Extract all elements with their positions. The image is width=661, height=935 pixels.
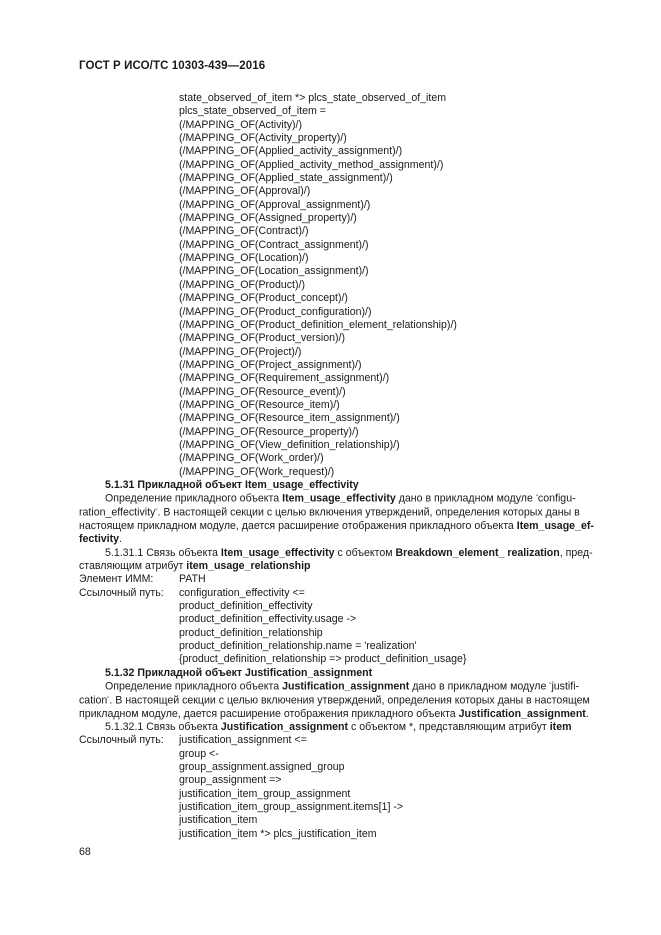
entity-name: Justification_assignment: [220, 721, 349, 734]
paragraph-5-1-32-1: 5.1.32.1 Связь объекта Justification_assignment с объектом *, представляющим атрибут item: [105, 721, 572, 734]
section-heading-5-1-32: 5.1.32 Прикладной объект Justification_assignment: [105, 666, 373, 679]
page-number: 68: [79, 846, 91, 858]
entity-name: Item_usage_effectivity: [282, 492, 396, 505]
attribute-name: item: [549, 721, 572, 734]
code-line: (/MAPPING_OF(Resource_item_assignment)/): [179, 412, 400, 425]
reference-path-line: product_definition_relationship: [179, 626, 323, 639]
reference-path-line: justification_item_group_assignment.items[1] ->: [179, 801, 404, 814]
reference-path-line: justification_assignment <=: [179, 734, 307, 747]
entity-name: Item_usage_ef-: [516, 519, 594, 532]
reference-path-row: [79, 587, 614, 600]
reference-path-line: product_definition_effectivity.usage ->: [179, 613, 357, 626]
section-heading-5-1-31: 5.1.31 Прикладной объект Item_usage_effectivity: [105, 478, 359, 491]
reference-path-line: product_definition_relationship.name = 'realization': [179, 640, 417, 653]
code-line: (/MAPPING_OF(Applied_state_assignment)/): [179, 172, 393, 185]
code-line: (/MAPPING_OF(Assigned_property)/): [179, 212, 357, 225]
code-line: (/MAPPING_OF(Product_version)/): [179, 332, 346, 345]
reference-path-line: justification_item *> plcs_justification_item: [179, 827, 377, 840]
reference-path-label: Ссылочный путь:: [79, 734, 164, 747]
code-line: (/MAPPING_OF(Contract_assignment)/): [179, 238, 369, 251]
page-content: [79, 92, 614, 841]
code-line: (/MAPPING_OF(Product_concept)/): [179, 292, 348, 305]
reference-path-line: {product_definition_relationship => product_definition_usage}: [179, 653, 467, 666]
code-line: (/MAPPING_OF(Location)/): [179, 252, 309, 265]
document-header: ГОСТ Р ИСО/ТС 10303-439—2016: [79, 60, 266, 72]
reference-path-line: group_assignment.assigned_group: [179, 761, 345, 774]
code-line: (/MAPPING_OF(Approval)/): [179, 185, 311, 198]
paragraph-5-1-31-definition: Определение прикладного объекта Item_usage_effectivity дано в прикладном модуле "configu- ration_effectivity". В настоящей секции с целью включения утверждений, определения которых даны в настоящем прикладном модуле, дается расширение отображения прикладного объекта Item_usage_ef- fectivity.: [79, 492, 594, 546]
reference-path-line: configuration_effectivity <=: [179, 586, 305, 599]
reference-path-label: Ссылочный путь:: [79, 586, 164, 599]
code-line: (/MAPPING_OF(Resource_event)/): [179, 385, 346, 398]
reference-path-line: product_definition_effectivity: [179, 600, 313, 612]
entity-name: Justification_assignment: [458, 707, 586, 720]
reference-path-line: justification_item_group_assignment: [179, 787, 351, 800]
code-line: (/MAPPING_OF(Contract)/): [179, 225, 309, 238]
code-line: (/MAPPING_OF(Product)/): [179, 278, 305, 291]
entity-name: Breakdown_element_ realization: [395, 546, 560, 559]
code-line: (/MAPPING_OF(Project_assignment)/): [179, 358, 362, 371]
code-line: (/MAPPING_OF(Location_assignment)/): [179, 265, 369, 278]
aim-element-label: Элемент ИММ:: [79, 573, 154, 586]
code-line: (/MAPPING_OF(Product_configuration)/): [179, 305, 372, 318]
code-line: (/MAPPING_OF(Applied_activity_assignment)/): [179, 145, 403, 158]
code-line: plcs_state_observed_of_item =: [179, 105, 326, 118]
paragraph-5-1-31-1: 5.1.31.1 Связь объекта Item_usage_effectivity с объектом Breakdown_element_ realization, пред- ставляющим атрибут item_usage_relationship: [79, 546, 593, 572]
mapping-block: [79, 92, 614, 479]
aim-element-row: [79, 573, 614, 586]
code-line: (/MAPPING_OF(Approval_assignment)/): [179, 198, 371, 211]
code-line: (/MAPPING_OF(Activity_property)/): [179, 132, 347, 145]
entity-name: Item_usage_effectivity: [220, 546, 335, 559]
code-line: (/MAPPING_OF(Activity)/): [179, 118, 303, 131]
entity-name: fectivity: [79, 533, 120, 546]
aim-element-value: PATH: [179, 573, 206, 586]
code-line: (/MAPPING_OF(Applied_activity_method_assignment)/): [179, 158, 444, 171]
code-line: (/MAPPING_OF(Requirement_assignment)/): [179, 372, 390, 385]
code-line: (/MAPPING_OF(Work_order)/): [179, 452, 324, 465]
code-line: (/MAPPING_OF(Work_request)/): [179, 465, 335, 478]
attribute-name: item_usage_relationship: [186, 559, 311, 572]
code-line: (/MAPPING_OF(Project)/): [179, 345, 302, 358]
paragraph-5-1-32-definition: Определение прикладного объекта Justification_assignment дано в прикладном модуле "justifi- cation". В настоящей секции с целью включения утверждений, определения которых даны в настоящем прикладном модуле, дается расширение отображения прикладного объекта Justification_assignment.: [79, 680, 590, 720]
code-line: (/MAPPING_OF(Product_definition_element_relationship)/): [179, 318, 457, 331]
code-line: (/MAPPING_OF(Resource_item)/): [179, 398, 340, 411]
code-line: (/MAPPING_OF(View_definition_relationship)/): [179, 438, 400, 451]
code-line: state_observed_of_item *> plcs_state_observed_of_item: [179, 92, 447, 104]
entity-name: Justification_assignment: [282, 680, 410, 693]
reference-path-line: group_assignment =>: [179, 774, 282, 787]
reference-path-line: justification_item: [179, 814, 258, 827]
reference-path-line: group <-: [179, 747, 219, 760]
code-line: (/MAPPING_OF(Resource_property)/): [179, 425, 359, 438]
reference-path-row: [79, 734, 614, 747]
